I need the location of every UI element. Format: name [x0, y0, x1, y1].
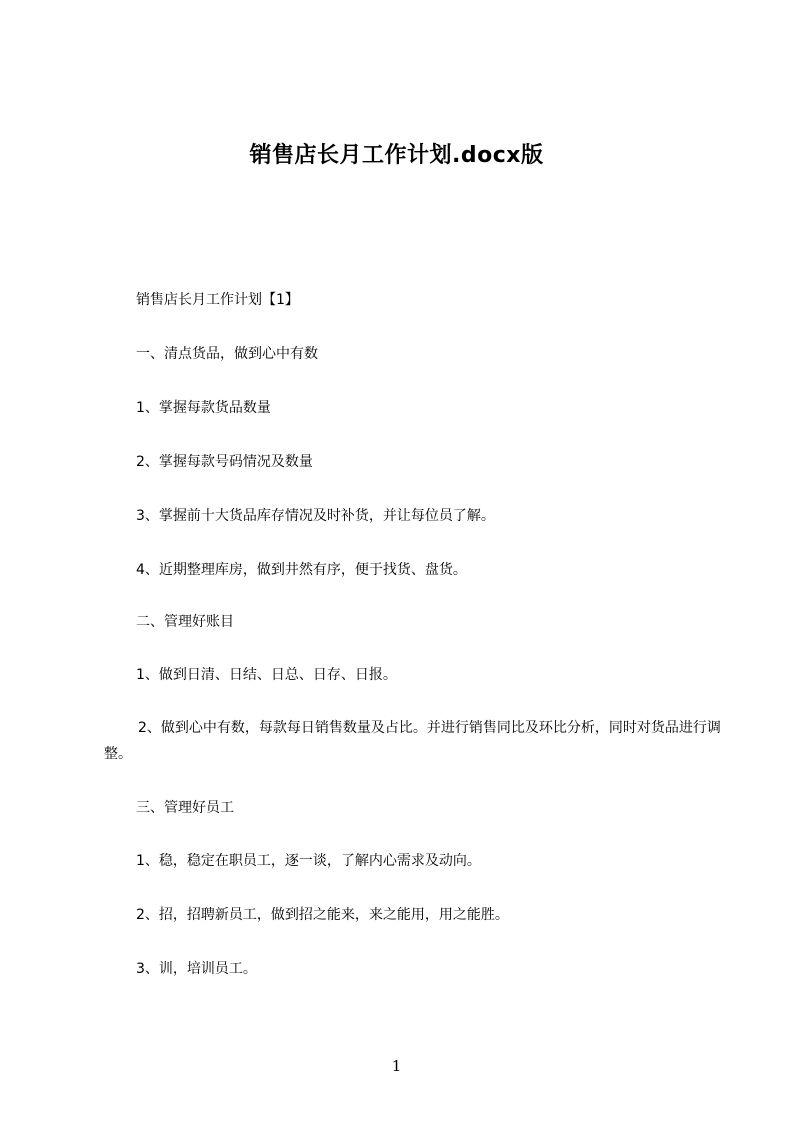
document-title: 销售店长月工作计划.docx版: [249, 143, 544, 168]
paragraph: 三、管理好员工: [136, 800, 234, 816]
paragraph: 一、清点货品，做到心中有数: [136, 346, 318, 362]
paragraph: 2、掌握每款号码情况及数量: [136, 454, 313, 470]
paragraph: 4、近期整理库房，做到井然有序，便于找货、盘货。: [136, 562, 467, 578]
paragraph: 1、做到日清、日结、日总、日存、日报。: [136, 667, 397, 683]
paragraph: 二、管理好账目: [136, 614, 234, 630]
paragraph: 2、做到心中有数，每款每日销售数量及占比。并进行销售同比及环比分析，同时对货品进行调整。: [104, 720, 721, 762]
paragraph: 3、训，培训员工。: [136, 961, 257, 977]
section-heading: 销售店长月工作计划【1】: [136, 292, 299, 308]
paragraph: 1、稳，稳定在职员工，逐一谈，了解内心需求及动向。: [136, 853, 481, 869]
paragraph: 2、招，招聘新员工，做到招之能来，来之能用，用之能胜。: [136, 907, 509, 923]
paragraph: 1、掌握每款货品数量: [136, 400, 271, 416]
paragraph: 3、掌握前十大货品库存情况及时补货，并让每位员了解。: [136, 508, 495, 524]
page-number: 1: [391, 1057, 402, 1075]
